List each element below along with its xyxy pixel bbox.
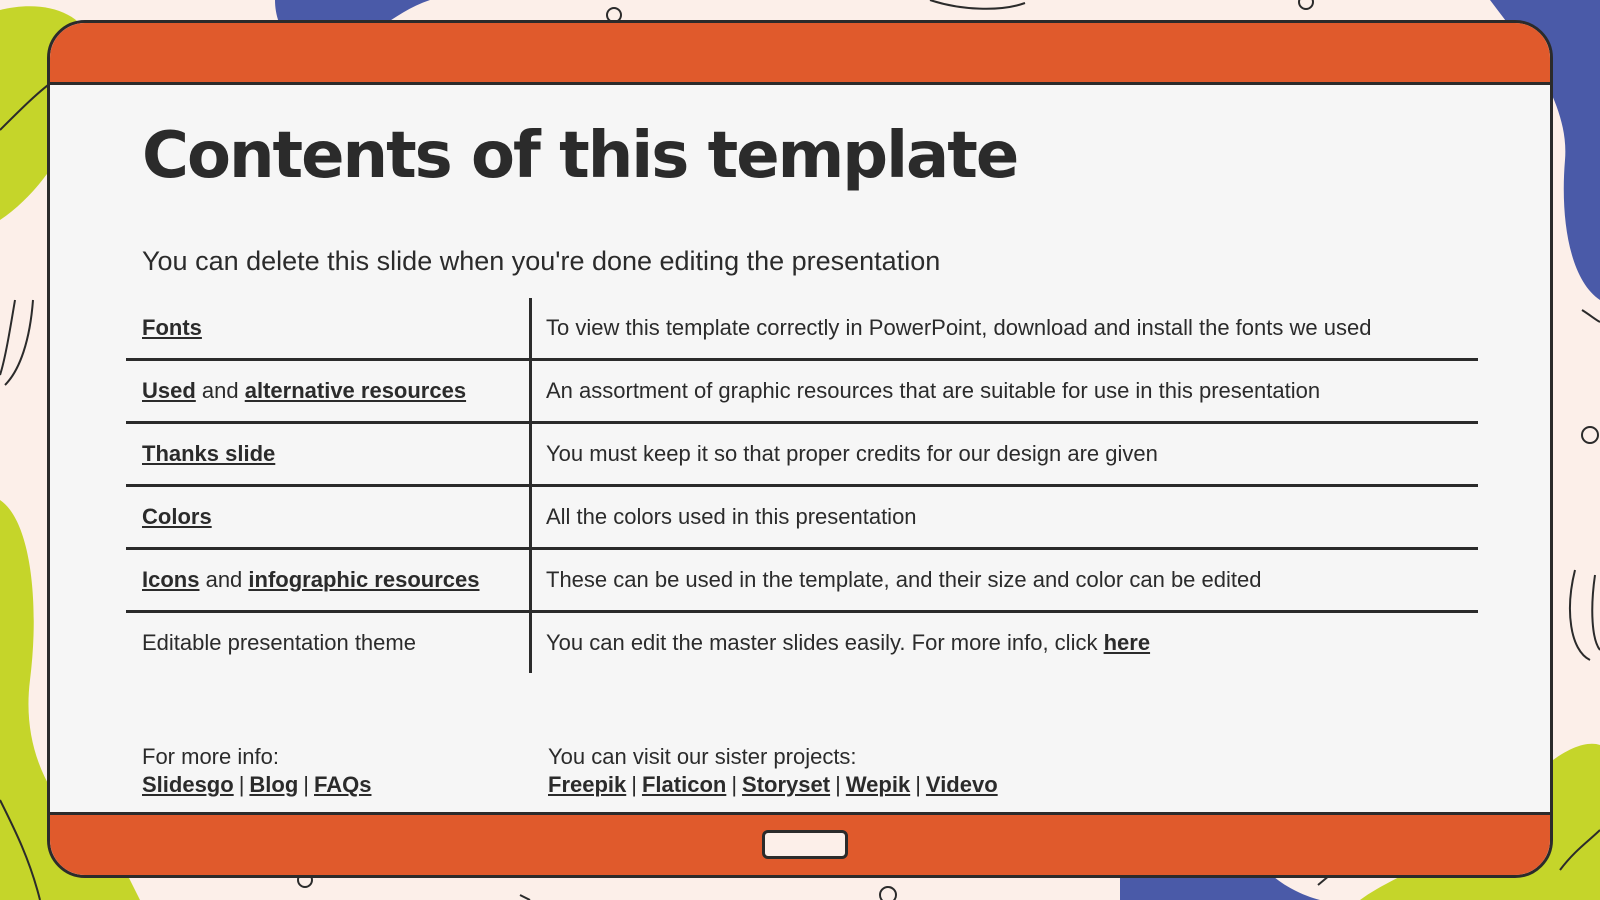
tablet-top-bar	[50, 23, 1550, 85]
text-segment: An assortment of graphic resources that are suitable for use in this presentation	[546, 378, 1321, 403]
contents-description-cell	[532, 567, 1478, 593]
text-segment: and	[199, 567, 249, 592]
link-freepik[interactable]: Freepik	[548, 772, 627, 797]
slide-subtitle: You can delete this slide when you're done editing the presentation	[142, 246, 941, 276]
link-infographic-resources[interactable]: infographic resources	[248, 567, 480, 592]
link-separator: |	[835, 772, 841, 797]
link-flaticon[interactable]: Flaticon	[641, 772, 727, 797]
contents-row	[126, 550, 1478, 613]
text-segment: To view this template correctly in PowerPoint, download and install the fonts we used	[546, 315, 1372, 340]
more-info-links	[142, 771, 371, 799]
contents-description-cell	[532, 504, 1478, 530]
contents-description-cell	[532, 630, 1478, 656]
contents-topic-cell	[126, 613, 532, 673]
contents-topic-cell	[126, 487, 532, 547]
contents-topic-cell	[126, 424, 532, 484]
text-segment: These can be used in the template, and their size and color can be edited	[546, 567, 1262, 592]
tablet-frame	[47, 20, 1553, 878]
more-info-block	[142, 743, 371, 799]
link-separator: |	[915, 772, 921, 797]
contents-description-cell	[532, 378, 1478, 404]
text-segment: and	[195, 378, 245, 403]
contents-row	[126, 298, 1478, 361]
link-separator: |	[731, 772, 738, 797]
contents-topic-cell	[126, 298, 532, 358]
link-separator: |	[631, 772, 637, 797]
contents-row	[126, 424, 1478, 487]
link-blog[interactable]: Blog	[249, 772, 299, 797]
contents-topic-cell	[126, 361, 532, 421]
contents-description-cell	[532, 441, 1478, 467]
link-icons[interactable]: Icons	[142, 567, 200, 592]
link-storyset[interactable]: Storyset	[742, 772, 831, 797]
contents-table	[126, 298, 1478, 673]
more-info-label: For more info:	[142, 744, 279, 769]
link-thanks-slide[interactable]: Thanks slide	[142, 441, 276, 466]
link-separator: |	[238, 772, 245, 797]
sister-projects-links	[548, 771, 998, 799]
sister-projects-block	[548, 743, 998, 799]
contents-row	[126, 487, 1478, 550]
text-segment: You can edit the master slides easily. For more info, click	[546, 630, 1104, 655]
link-wepik[interactable]: Wepik	[845, 772, 911, 797]
link-videvo[interactable]: Videvo	[925, 772, 998, 797]
text-segment: Editable presentation theme	[142, 630, 416, 655]
contents-row	[126, 613, 1478, 673]
link-fonts[interactable]: Fonts	[142, 315, 202, 340]
text-segment: You must keep it so that proper credits for our design are given	[546, 441, 1158, 466]
contents-row	[126, 361, 1478, 424]
link-separator: |	[303, 772, 310, 797]
link-slidesgo[interactable]: Slidesgo	[142, 772, 234, 797]
sister-projects-label: You can visit our sister projects:	[548, 744, 857, 769]
slide-title: Contents of this template	[142, 119, 1018, 193]
text-segment: All the colors used in this presentation	[546, 504, 917, 529]
link-used[interactable]: Used	[142, 378, 196, 403]
home-button[interactable]	[762, 830, 848, 859]
link-colors[interactable]: Colors	[142, 504, 212, 529]
link-faqs[interactable]: FAQs	[314, 772, 372, 797]
contents-description-cell	[532, 315, 1478, 341]
link-here[interactable]: here	[1103, 630, 1151, 655]
contents-topic-cell	[126, 550, 532, 610]
tablet-bottom-bar	[50, 812, 1550, 875]
link-alternative-resources[interactable]: alternative resources	[244, 378, 467, 403]
